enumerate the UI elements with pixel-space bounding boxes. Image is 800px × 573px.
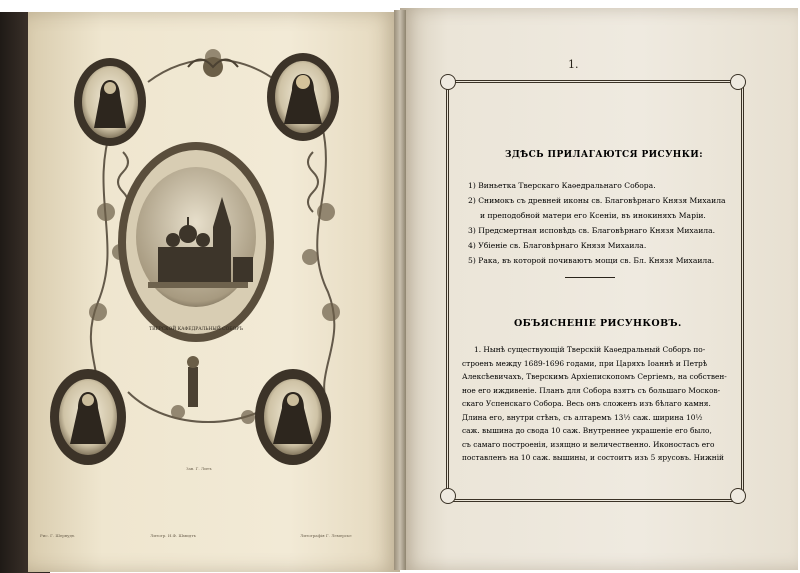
- cathedral-oval-vignette: [118, 142, 274, 342]
- medallion-bottom-left: [50, 369, 126, 465]
- plate-caption-right: Литографія Г. Лемерсье: [300, 533, 352, 538]
- frame-corner-ornament: [440, 488, 456, 504]
- page-number: 1.: [568, 58, 579, 71]
- section-divider: [565, 277, 615, 278]
- text-line: съ самаго построенія, изящно и величественно. Иконостасъ его: [462, 439, 715, 449]
- frame-corner-ornament: [730, 74, 746, 90]
- explanation-text: [462, 343, 727, 465]
- list-item: 4) Убіеніе св. Благовѣрнаго Князя Михаила.: [468, 241, 647, 250]
- oval-caption: ТВЕРСКОЙ КАФЕДРАЛЬНЫЙ СОБОРЪ: [149, 327, 243, 332]
- figures-list: [468, 178, 726, 268]
- list-item: 5) Рака, въ которой почиваютъ мощи св. Бл. Князя Михаила.: [468, 256, 715, 265]
- text-line: саж. вышина до свода 10 саж. Внутреннее украшеніе его было,: [462, 426, 712, 435]
- plate-caption-center: Зав. Г. Литъ: [186, 466, 212, 471]
- text-line: 1. Нынѣ существующій Тверскій Каѳедральный Соборъ по-: [474, 345, 706, 354]
- pendant-ornament: [187, 356, 199, 407]
- text-line: Алексѣевичахъ, Тверскимъ Архіепископомъ Сергіемъ, на собствен-: [462, 372, 727, 381]
- text-line: поставленъ на 10 саж. вышины, и состоитъ изъ 5 ярусовъ. Нижній: [462, 453, 724, 462]
- frame-corner-ornament: [730, 488, 746, 504]
- list-item: 1) Виньетка Тверскаго Каѳедральнаго Собора.: [468, 181, 656, 190]
- text-line: скаго Успенскаго Собора. Весь онъ сложенъ изъ бѣлаго камня.: [462, 399, 711, 408]
- list-item: 3) Предсмертная исповѣдь св. Благовѣрнаго Князя Михаила.: [468, 226, 716, 235]
- text-line: Длина его, внутри стѣнъ, съ алтаремъ 13½ саж. ширина 10½: [462, 412, 703, 422]
- medallion-top-left: [74, 58, 146, 146]
- list-item: 2) Снимокъ съ древней иконы св. Благовѣрнаго Князя Михаила: [468, 196, 726, 205]
- plate-caption-middle: Литогр. И.Ф. Шмидтъ: [150, 533, 197, 538]
- medallion-bottom-right: [255, 369, 331, 465]
- heading-attached-figures: ЗДѢСЬ ПРИЛАГАЮТСЯ РИСУНКИ:: [505, 150, 703, 160]
- ornamental-frontispiece: [28, 12, 400, 572]
- list-item: и преподобной матери его Ксеніи, въ инокиняхъ Маріи.: [480, 211, 706, 220]
- medallion-top-right: [267, 53, 339, 141]
- text-line: строенъ между 1689-1696 годами, при Царяхъ Іоаннѣ и Петрѣ: [462, 358, 708, 368]
- cherub-ornament: [188, 57, 238, 77]
- frame-corner-ornament: [440, 74, 456, 90]
- heading-explanation: ОБЪЯСНЕНІЕ РИСУНКОВЪ.: [514, 318, 682, 329]
- plate-caption-left: Рис. Г. Шервудъ: [40, 533, 75, 538]
- text-line: ное его иждивеніе. Планъ для Собора взятъ съ большаго Москов-: [462, 385, 721, 395]
